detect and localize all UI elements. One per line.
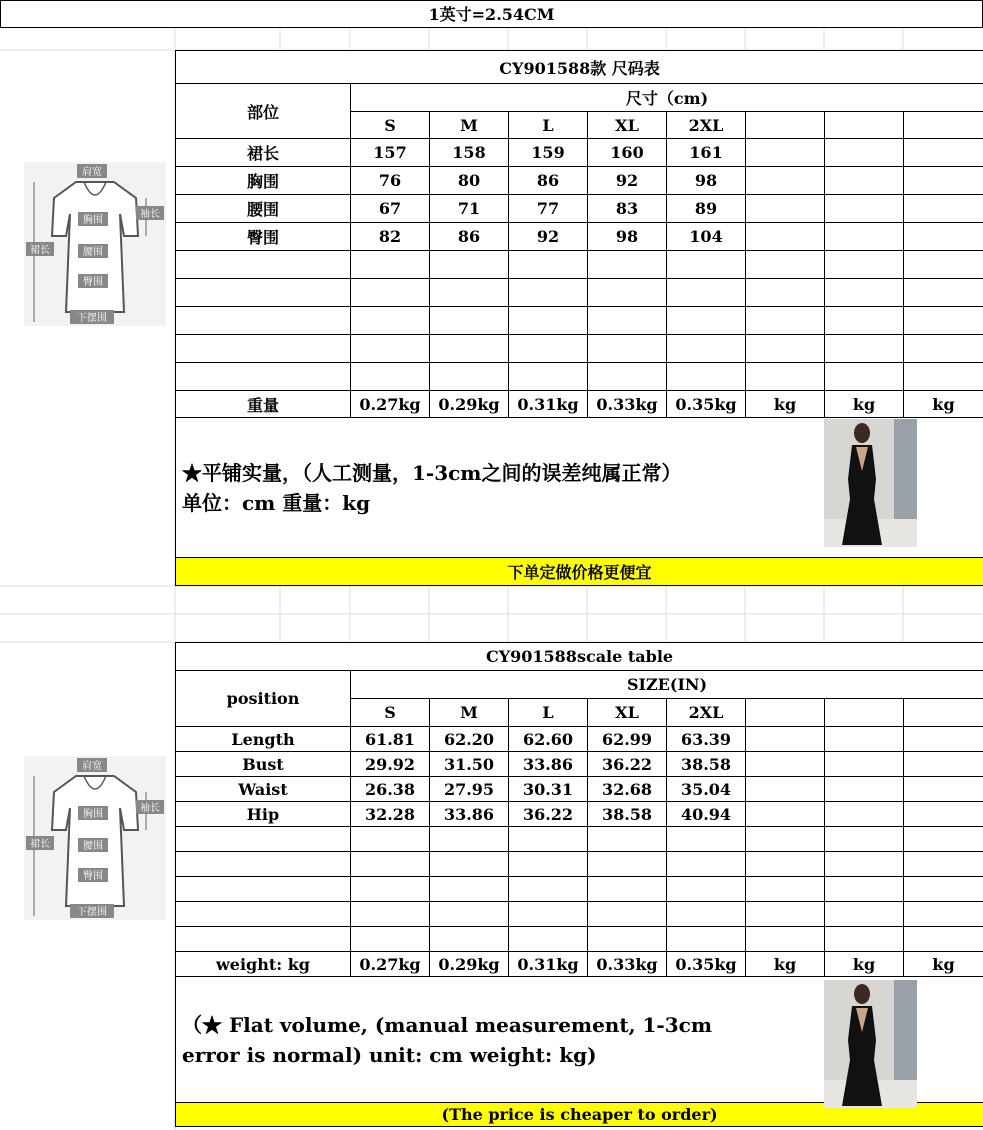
empty-cell — [430, 852, 509, 877]
table-row — [176, 167, 983, 195]
empty-cell — [746, 335, 825, 363]
sketch-label-waist: 腰围 — [83, 247, 103, 258]
row-label: Bust — [176, 752, 351, 777]
measurement-cell — [825, 752, 904, 777]
empty-cell — [588, 251, 667, 279]
size-label: M — [430, 699, 509, 727]
empty-cell — [746, 877, 825, 902]
measurement-cell — [746, 752, 825, 777]
empty-cell — [351, 251, 430, 279]
measurement-cell: 32.28 — [351, 802, 430, 827]
measurement-cell — [904, 777, 983, 802]
product-photo — [824, 980, 917, 1108]
empty-cell — [430, 877, 509, 902]
measurement-cell: 159 — [509, 139, 588, 167]
empty-cell — [509, 902, 588, 927]
size-label — [825, 699, 904, 727]
measurement-cell — [904, 195, 983, 223]
measurement-cell — [746, 167, 825, 195]
row-label: 臀围 — [176, 223, 351, 251]
weight-cell: kg — [825, 391, 904, 418]
empty-row — [176, 251, 983, 279]
measurement-cell: 158 — [430, 139, 509, 167]
empty-cell — [746, 251, 825, 279]
empty-cell — [430, 251, 509, 279]
sketch-label-shoulder: 肩宽 — [82, 167, 102, 178]
measurement-cell — [746, 195, 825, 223]
empty-cell — [430, 927, 509, 952]
size-label: XL — [588, 699, 667, 727]
sketch-label-bust: 胸围 — [83, 809, 103, 820]
empty-row — [176, 279, 983, 307]
empty-cell — [904, 927, 983, 952]
weight-cell: kg — [746, 391, 825, 418]
sketch-label-sleeve: 袖长 — [140, 209, 160, 220]
note-line-2: error is normal) unit: cm weight: kg) — [182, 1042, 597, 1067]
size-label: 2XL — [667, 112, 746, 139]
empty-cell — [588, 927, 667, 952]
empty-cell — [176, 251, 351, 279]
empty-cell — [667, 279, 746, 307]
empty-cell — [825, 251, 904, 279]
measurement-cell: 33.86 — [430, 802, 509, 827]
sketch-label-hip: 臀围 — [83, 871, 103, 882]
measurement-cell — [825, 727, 904, 752]
measurement-cell: 83 — [588, 195, 667, 223]
measurement-cell: 98 — [588, 223, 667, 251]
empty-row — [176, 852, 983, 877]
empty-cell — [746, 827, 825, 852]
table-row — [176, 752, 983, 777]
empty-cell — [176, 902, 351, 927]
empty-row — [176, 335, 983, 363]
measurement-cell: 36.22 — [509, 802, 588, 827]
empty-row — [176, 902, 983, 927]
measurement-cell: 92 — [588, 167, 667, 195]
empty-cell — [176, 827, 351, 852]
table-row — [176, 777, 983, 802]
empty-cell — [176, 335, 351, 363]
size-label: L — [509, 699, 588, 727]
empty-cell — [667, 363, 746, 391]
row-label: 裙长 — [176, 139, 351, 167]
row-label: 胸围 — [176, 167, 351, 195]
measurement-cell: 80 — [430, 167, 509, 195]
product-photo — [824, 419, 917, 547]
empty-cell — [509, 877, 588, 902]
empty-cell — [904, 335, 983, 363]
measurement-cell: 29.92 — [351, 752, 430, 777]
empty-cell — [667, 307, 746, 335]
note-line-1: ★平铺实量，（人工测量，1-3cm之间的误差纯属正常） — [182, 460, 682, 485]
table-row — [176, 195, 983, 223]
table-row — [176, 223, 983, 251]
measurement-cell: 27.95 — [430, 777, 509, 802]
sketch-label-length: 裙长 — [30, 839, 50, 850]
empty-cell — [351, 902, 430, 927]
measurement-cell: 86 — [509, 167, 588, 195]
measurement-cell: 92 — [509, 223, 588, 251]
empty-cell — [825, 827, 904, 852]
weight-cell: 0.29kg — [430, 391, 509, 418]
sketch-label-shoulder: 肩宽 — [82, 761, 102, 772]
size-header: SIZE(IN) — [351, 671, 983, 699]
measurement-cell — [825, 195, 904, 223]
measurement-cell: 76 — [351, 167, 430, 195]
empty-cell — [904, 827, 983, 852]
measurement-cell: 40.94 — [667, 802, 746, 827]
measurement-cell: 77 — [509, 195, 588, 223]
weight-label: weight: kg — [176, 952, 351, 977]
measurement-cell: 32.68 — [588, 777, 667, 802]
measurement-cell: 62.99 — [588, 727, 667, 752]
empty-cell — [746, 279, 825, 307]
empty-cell — [667, 927, 746, 952]
empty-cell — [430, 827, 509, 852]
measurement-cell: 26.38 — [351, 777, 430, 802]
weight-cell: 0.35kg — [667, 391, 746, 418]
empty-cell — [904, 902, 983, 927]
empty-cell — [667, 877, 746, 902]
empty-cell — [667, 335, 746, 363]
measurement-cell: 89 — [667, 195, 746, 223]
empty-cell — [176, 852, 351, 877]
empty-cell — [667, 251, 746, 279]
empty-cell — [904, 852, 983, 877]
empty-cell — [351, 927, 430, 952]
measurement-cell — [746, 727, 825, 752]
empty-cell — [825, 902, 904, 927]
size-label: M — [430, 112, 509, 139]
empty-cell — [430, 335, 509, 363]
empty-cell — [825, 877, 904, 902]
empty-cell — [509, 335, 588, 363]
row-label: Hip — [176, 802, 351, 827]
empty-cell — [746, 307, 825, 335]
empty-cell — [825, 852, 904, 877]
measurement-cell: 33.86 — [509, 752, 588, 777]
empty-cell — [588, 307, 667, 335]
size-label: S — [351, 112, 430, 139]
empty-cell — [351, 335, 430, 363]
measurement-cell — [825, 139, 904, 167]
measurement-cell — [904, 752, 983, 777]
empty-row — [176, 827, 983, 852]
measurement-cell: 62.60 — [509, 727, 588, 752]
empty-cell — [430, 279, 509, 307]
empty-cell — [904, 251, 983, 279]
measurement-cell: 67 — [351, 195, 430, 223]
size-label — [825, 112, 904, 139]
weight-cell: 0.27kg — [351, 952, 430, 977]
sketch-label-hem: 下摆围 — [77, 313, 107, 324]
empty-cell — [588, 852, 667, 877]
row-label: 腰围 — [176, 195, 351, 223]
measurement-cell: 35.04 — [667, 777, 746, 802]
weight-label: 重量 — [176, 391, 351, 418]
sketch-label-sleeve: 袖长 — [140, 803, 160, 814]
empty-cell — [667, 902, 746, 927]
empty-cell — [351, 279, 430, 307]
empty-cell — [904, 363, 983, 391]
measurement-cell — [825, 223, 904, 251]
measurement-cell — [746, 223, 825, 251]
measurement-cell: 86 — [430, 223, 509, 251]
empty-cell — [176, 363, 351, 391]
dress-measurement-diagram — [24, 756, 166, 920]
size-label — [746, 112, 825, 139]
table-row — [176, 802, 983, 827]
empty-cell — [904, 877, 983, 902]
weight-cell: 0.31kg — [509, 952, 588, 977]
sketch-label-bust: 胸围 — [83, 215, 103, 226]
measurement-cell: 36.22 — [588, 752, 667, 777]
measurement-cell: 31.50 — [430, 752, 509, 777]
weight-cell: kg — [825, 952, 904, 977]
weight-cell: 0.33kg — [588, 952, 667, 977]
measurement-cell — [904, 802, 983, 827]
position-header: position — [176, 671, 351, 727]
row-label: Length — [176, 727, 351, 752]
measurement-cell: 38.58 — [588, 802, 667, 827]
empty-cell — [430, 307, 509, 335]
weight-cell: 0.27kg — [351, 391, 430, 418]
measurement-cell: 62.20 — [430, 727, 509, 752]
empty-cell — [667, 827, 746, 852]
empty-cell — [176, 279, 351, 307]
empty-cell — [351, 877, 430, 902]
empty-cell — [509, 363, 588, 391]
empty-cell — [904, 279, 983, 307]
row-label: Waist — [176, 777, 351, 802]
weight-cell: 0.35kg — [667, 952, 746, 977]
sketch-label-hem: 下摆围 — [77, 907, 107, 918]
size-label — [746, 699, 825, 727]
size-label: L — [509, 112, 588, 139]
empty-cell — [746, 852, 825, 877]
table-title: CY901588款 尺码表 — [176, 51, 983, 84]
note-line-1: （★ Flat volume, (manual measurement, 1-3cm — [182, 1012, 712, 1037]
empty-cell — [588, 827, 667, 852]
measurement-cell: 63.39 — [667, 727, 746, 752]
measurement-cell: 161 — [667, 139, 746, 167]
empty-row — [176, 307, 983, 335]
empty-cell — [509, 251, 588, 279]
measurement-cell — [904, 727, 983, 752]
empty-cell — [588, 279, 667, 307]
size-label: S — [351, 699, 430, 727]
empty-cell — [825, 279, 904, 307]
empty-cell — [351, 307, 430, 335]
weight-cell: 0.33kg — [588, 391, 667, 418]
empty-cell — [509, 279, 588, 307]
table-row — [176, 727, 983, 752]
measurement-cell — [904, 223, 983, 251]
weight-cell: kg — [746, 952, 825, 977]
position-header: 部位 — [176, 84, 351, 139]
empty-cell — [351, 363, 430, 391]
measurement-cell: 38.58 — [667, 752, 746, 777]
measurement-cell: 71 — [430, 195, 509, 223]
empty-cell — [588, 335, 667, 363]
measurement-cell: 160 — [588, 139, 667, 167]
weight-cell: 0.29kg — [430, 952, 509, 977]
empty-cell — [351, 852, 430, 877]
measurement-cell — [904, 139, 983, 167]
empty-cell — [825, 335, 904, 363]
size-label: 2XL — [667, 699, 746, 727]
empty-cell — [588, 363, 667, 391]
empty-cell — [509, 827, 588, 852]
empty-cell — [825, 307, 904, 335]
empty-cell — [430, 902, 509, 927]
empty-row — [176, 877, 983, 902]
empty-cell — [176, 877, 351, 902]
measurement-cell — [825, 802, 904, 827]
measurement-cell — [746, 777, 825, 802]
measurement-cell: 98 — [667, 167, 746, 195]
empty-cell — [746, 363, 825, 391]
empty-cell — [351, 827, 430, 852]
weight-cell: kg — [904, 952, 983, 977]
sketch-label-hip: 臀围 — [83, 277, 103, 288]
weight-cell: 0.31kg — [509, 391, 588, 418]
price-footer: (The price is cheaper to order) — [176, 1103, 983, 1127]
measurement-cell: 30.31 — [509, 777, 588, 802]
unit-conversion-header: 1英寸=2.54CM — [0, 0, 983, 28]
empty-cell — [904, 307, 983, 335]
empty-row — [176, 363, 983, 391]
weight-cell: kg — [904, 391, 983, 418]
measurement-cell: 104 — [667, 223, 746, 251]
empty-cell — [667, 852, 746, 877]
sketch-label-length: 裙长 — [30, 245, 50, 256]
empty-cell — [176, 927, 351, 952]
empty-cell — [825, 363, 904, 391]
measurement-cell: 82 — [351, 223, 430, 251]
size-header: 尺寸（cm) — [351, 84, 983, 112]
empty-cell — [588, 877, 667, 902]
sketch-label-waist: 腰围 — [83, 841, 103, 852]
empty-cell — [176, 307, 351, 335]
measurement-cell — [825, 167, 904, 195]
table-row — [176, 139, 983, 167]
empty-cell — [430, 363, 509, 391]
note-line-2: 单位：cm 重量：kg — [182, 490, 371, 515]
empty-cell — [509, 927, 588, 952]
empty-cell — [588, 902, 667, 927]
empty-row — [176, 927, 983, 952]
empty-cell — [509, 852, 588, 877]
empty-cell — [509, 307, 588, 335]
table-title: CY901588scale table — [176, 643, 983, 671]
size-label — [904, 112, 983, 139]
dress-measurement-diagram — [24, 162, 166, 326]
measurement-cell — [825, 777, 904, 802]
empty-cell — [746, 902, 825, 927]
size-label — [904, 699, 983, 727]
measurement-cell: 61.81 — [351, 727, 430, 752]
measurement-cell — [746, 139, 825, 167]
measurement-cell — [746, 802, 825, 827]
size-label: XL — [588, 112, 667, 139]
measurement-cell — [904, 167, 983, 195]
empty-cell — [746, 927, 825, 952]
measurement-cell: 157 — [351, 139, 430, 167]
price-footer: 下单定做价格更便宜 — [176, 558, 983, 586]
empty-cell — [825, 927, 904, 952]
